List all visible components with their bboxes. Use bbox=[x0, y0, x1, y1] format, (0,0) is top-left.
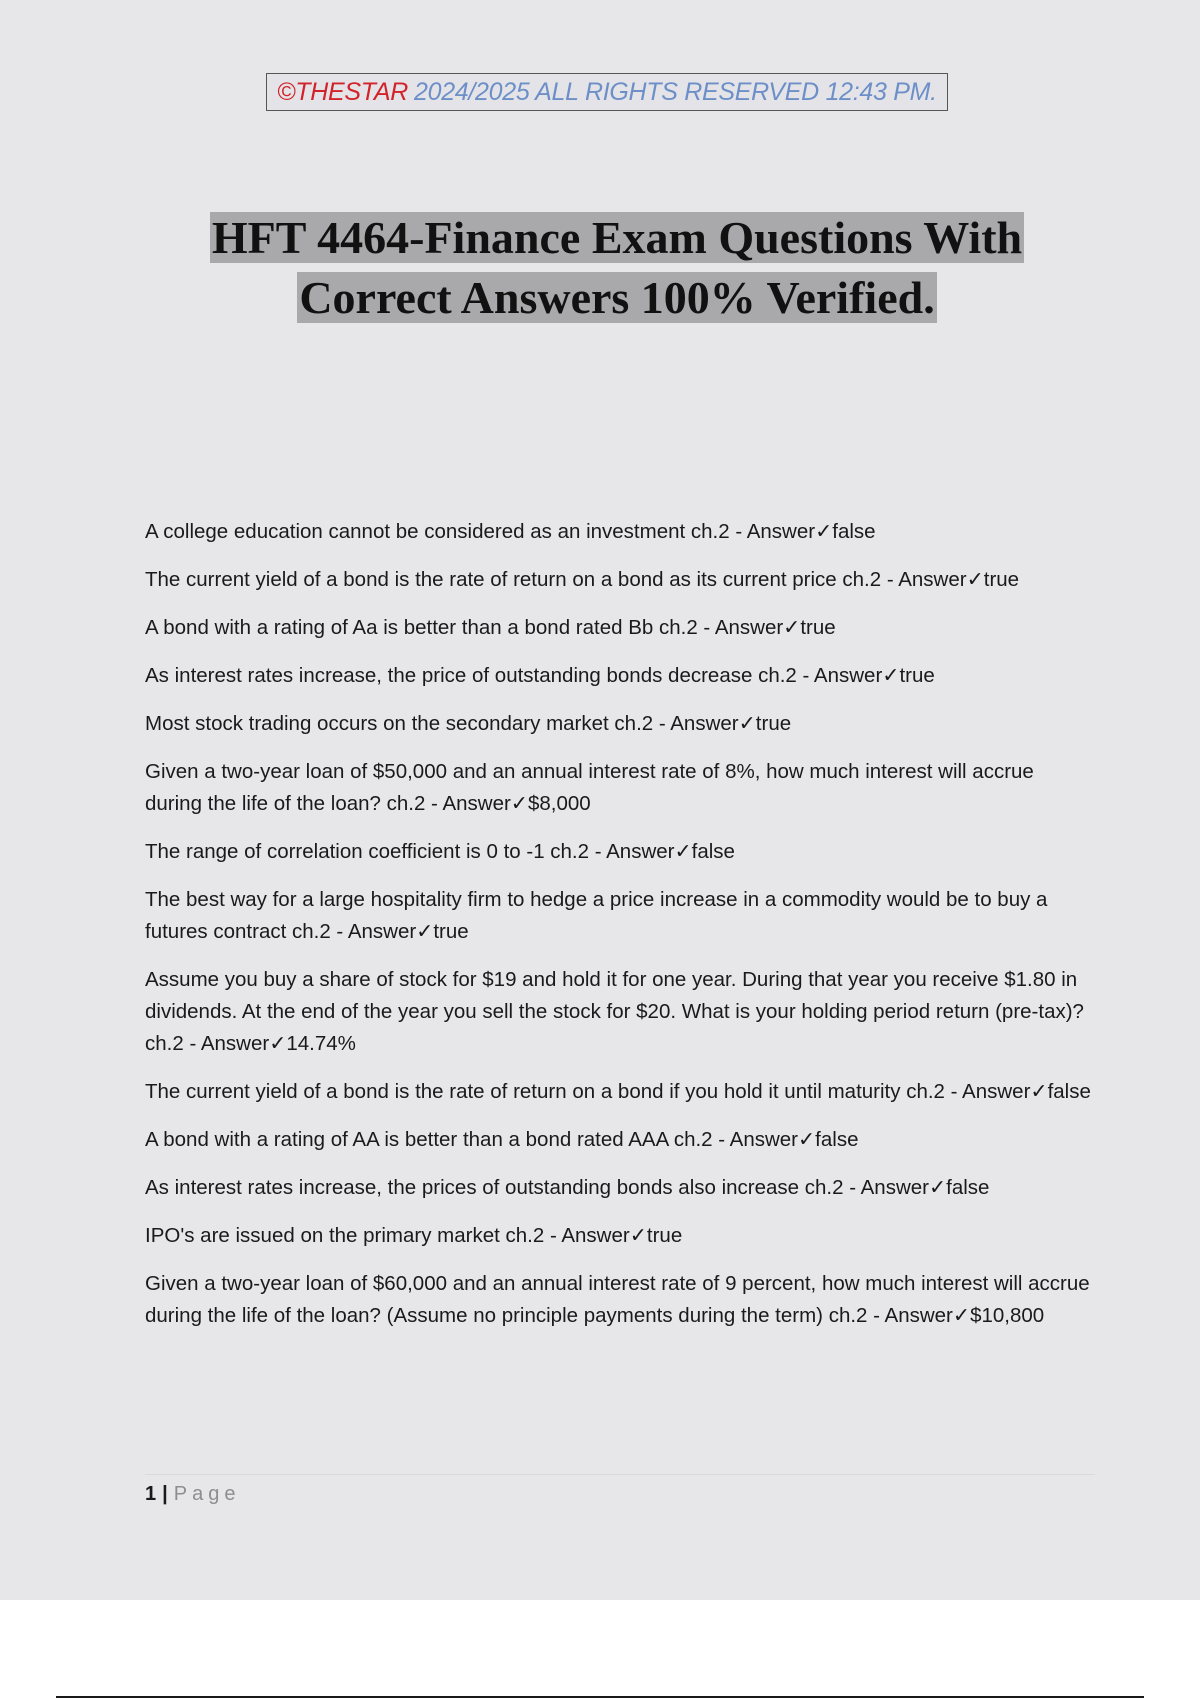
document-title bbox=[100, 208, 1134, 328]
copyright-banner bbox=[266, 73, 948, 111]
qa-item: As interest rates increase, the price of outstanding bonds decrease ch.2 - Answer✓true bbox=[145, 664, 935, 687]
qa-item: As interest rates increase, the prices of outstanding bonds also increase ch.2 - Answer✓false bbox=[145, 1176, 990, 1199]
page-footer bbox=[145, 1474, 1095, 1506]
bottom-divider bbox=[56, 1696, 1144, 1698]
qa-item: Given a two-year loan of $50,000 and an annual interest rate of 8%, how much interest will accrue during the life of the loan? ch.2 - Answer✓$8,000 bbox=[145, 760, 1034, 815]
copyright-brand: ©THESTAR bbox=[277, 77, 408, 106]
question-answer-list bbox=[145, 516, 1095, 1348]
qa-item: A bond with a rating of Aa is better than a bond rated Bb ch.2 - Answer✓true bbox=[145, 616, 836, 639]
qa-item: The range of correlation coefficient is 0 to -1 ch.2 - Answer✓false bbox=[145, 840, 735, 863]
title-line-2: Correct Answers 100% Verified. bbox=[299, 272, 935, 323]
qa-item: Assume you buy a share of stock for $19 and hold it for one year. During that year you receive $1.80 in dividends. At the end of the year you sell the stock for $20. What is your holding period return (pre-tax)? ch.2 - Answer✓14.74% bbox=[145, 968, 1084, 1055]
footer-separator: | bbox=[162, 1483, 168, 1505]
qa-item: A bond with a rating of AA is better than a bond rated AAA ch.2 - Answer✓false bbox=[145, 1128, 859, 1151]
qa-item: Most stock trading occurs on the secondary market ch.2 - Answer✓true bbox=[145, 712, 792, 735]
qa-item: The best way for a large hospitality firm to hedge a price increase in a commodity would be to buy a futures contract ch.2 - Answer✓true bbox=[145, 888, 1048, 943]
qa-item: The current yield of a bond is the rate of return on a bond if you hold it until maturity ch.2 - Answer✓false bbox=[145, 1080, 1091, 1103]
qa-item: Given a two-year loan of $60,000 and an annual interest rate of 9 percent, how much interest will accrue during the life of the loan? (Assume no principle payments during the term) ch.2 - Answer✓$10,800 bbox=[145, 1272, 1090, 1327]
qa-item: IPO's are issued on the primary market ch.2 - Answer✓true bbox=[145, 1224, 683, 1247]
qa-item: A college education cannot be considered as an investment ch.2 - Answer✓false bbox=[145, 520, 876, 543]
page-number: 1 bbox=[145, 1483, 157, 1505]
copyright-text: 2024/2025 ALL RIGHTS RESERVED 12:43 PM. bbox=[413, 77, 937, 106]
page-label: Page bbox=[173, 1483, 241, 1505]
qa-item: The current yield of a bond is the rate of return on a bond as its current price ch.2 - Answer✓true bbox=[145, 568, 1020, 591]
title-line-1: HFT 4464-Finance Exam Questions With bbox=[211, 212, 1023, 263]
